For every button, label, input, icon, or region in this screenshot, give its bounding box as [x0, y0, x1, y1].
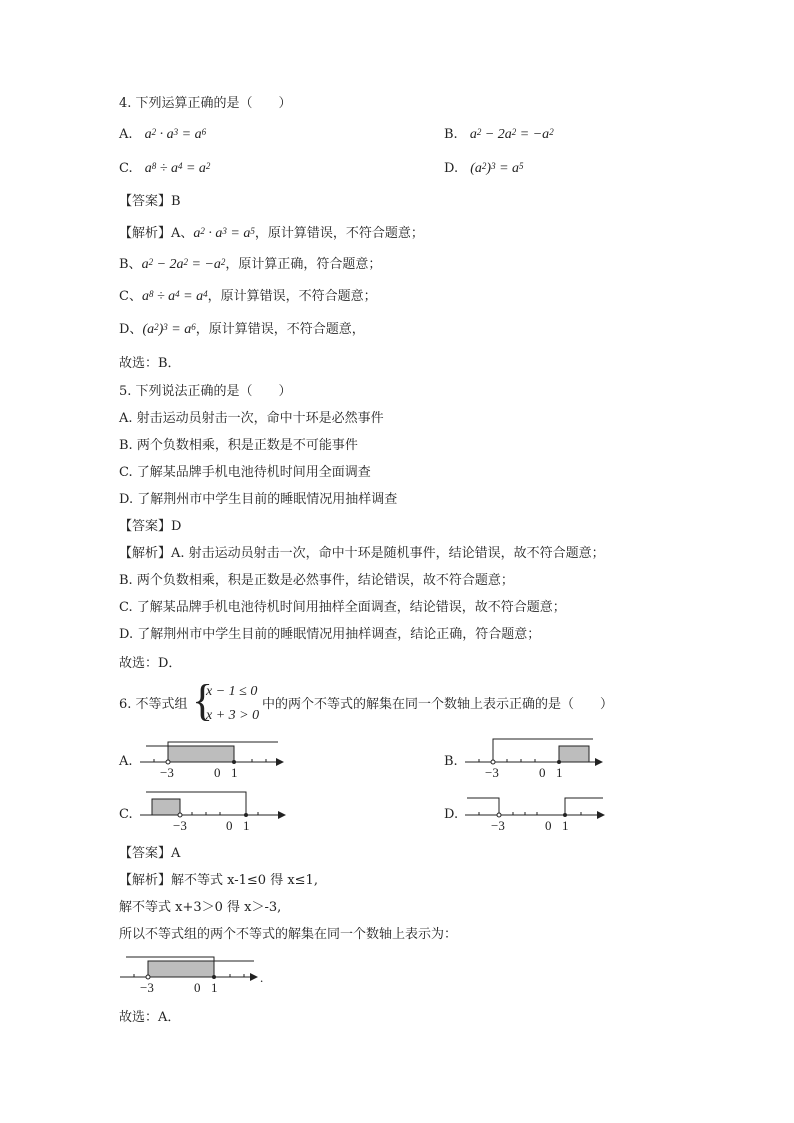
- q6-analysis-3: 所以不等式组的两个不等式的解集在同一个数轴上表示为：: [119, 927, 458, 942]
- tick-label: 1: [243, 818, 250, 833]
- q5-analysis-c: C. 了解某品牌手机电池待机时间用抽样全面调查，结论错误，故不符合题意；: [119, 600, 566, 615]
- q5-analysis-d: D. 了解荆州市中学生目前的睡眠情况用抽样调查，结论正确，符合题意；: [119, 627, 541, 642]
- number-line-solution: [120, 950, 280, 995]
- q5-option-d: D. 了解荆州市中学生目前的睡眠情况用抽样调查: [119, 492, 398, 507]
- q6-analysis-1: 【解析】解不等式 x-1≤0 得 x≤1,: [119, 873, 318, 888]
- q4-option-d: D. $(a^2)^3 = a^5$: [444, 161, 524, 176]
- formula: $(a^2)^3 = a^5$: [470, 161, 524, 176]
- formula: $(a^2)^3 = a^6$: [142, 322, 196, 337]
- tick-label: −3: [173, 818, 187, 833]
- tick-label: 1: [231, 765, 238, 780]
- formula: $a^2 - 2a^2 = -a^2$: [141, 257, 226, 272]
- tick-label: 1: [211, 980, 218, 995]
- q4-analysis-c: C、$a^8 \div a^4 = a^4$，原计算错误，不符合题意；: [119, 289, 377, 304]
- brace: {: [192, 676, 214, 725]
- q6-option-a-label: A.: [119, 754, 133, 769]
- formula: $a^2 - 2a^2 = -a^2$: [469, 127, 554, 142]
- q5-option-c: C. 了解某品牌手机电池待机时间用全面调查: [119, 465, 371, 480]
- number-line-d: [465, 788, 610, 833]
- tick-label: 1: [562, 818, 569, 833]
- tick-label: −3: [140, 980, 154, 995]
- q4-analysis-d: D、$(a^2)^3 = a^6$，原计算错误，不符合题意，: [119, 322, 365, 337]
- tick-label: −3: [160, 765, 174, 780]
- tick-label: −3: [491, 818, 505, 833]
- formula: $a^2 \cdot a^3 = a^5$: [193, 226, 255, 241]
- formula: $a^8 \div a^4 = a^2$: [144, 161, 211, 176]
- tick-label: 0: [545, 818, 552, 833]
- q6-option-c-label: C.: [119, 807, 133, 822]
- q6-conclusion: 故选：A．: [119, 1010, 181, 1025]
- q5-conclusion: 故选：D．: [119, 656, 182, 671]
- tick-label: 0: [194, 980, 201, 995]
- q6-analysis-2: 解不等式 x+3＞0 得 x＞-3,: [119, 900, 282, 915]
- q6-option-b-label: B.: [444, 754, 458, 769]
- tick-label: 0: [539, 765, 546, 780]
- q4-option-b: B. $a^2 - 2a^2 = -a^2$: [444, 127, 554, 142]
- inequality-1: x − 1 ≤ 0: [206, 684, 258, 699]
- q4-analysis-b: B、$a^2 - 2a^2 = -a^2$，原计算正确，符合题意；: [119, 257, 382, 272]
- q6-stem-head: 6. 不等式组: [119, 697, 188, 712]
- number-line-b: [465, 735, 610, 780]
- formula: $a^8 \div a^4 = a^4$: [141, 289, 208, 304]
- number-line-a: [140, 735, 290, 780]
- q6-answer: 【答案】A: [119, 846, 181, 861]
- q4-answer: 【答案】B: [119, 194, 181, 209]
- tick-label: −3: [485, 765, 499, 780]
- q5-answer: 【答案】D: [119, 519, 182, 534]
- tick-label: 0: [214, 765, 221, 780]
- q6-stem-tail: 中的两个不等式的解集在同一个数轴上表示正确的是（ ）: [262, 697, 614, 712]
- q5-option-a: A. 射击运动员射击一次，命中十环是必然事件: [119, 411, 384, 426]
- q4-stem: 4. 下列运算正确的是（ ）: [119, 96, 292, 111]
- number-line-c: [140, 788, 290, 833]
- inequality-2: x + 3 > 0: [206, 708, 260, 723]
- q4-option-c: C. $a^8 \div a^4 = a^2$: [119, 161, 211, 176]
- q4-conclusion: 故选：B．: [119, 356, 181, 371]
- tick-label: 1: [556, 765, 563, 780]
- q5-analysis-a: 【解析】A. 射击运动员射击一次，命中十环是随机事件，结论错误，故不符合题意；: [119, 546, 605, 561]
- q5-analysis-b: B. 两个负数相乘，积是正数是必然事件，结论错误，故不符合题意；: [119, 573, 514, 588]
- formula: $a^2 \cdot a^3 = a^6$: [144, 127, 207, 142]
- tick-label: 0: [226, 818, 233, 833]
- q4-option-a: A. $a^2 \cdot a^3 = a^6$: [119, 127, 207, 142]
- q6-option-d-label: D.: [444, 807, 459, 822]
- period: .: [260, 970, 264, 985]
- q4-analysis-a: 【解析】A、$a^2 \cdot a^3 = a^5$，原计算错误，不符合题意；: [119, 226, 424, 241]
- q5-stem: 5. 下列说法正确的是（ ）: [119, 384, 292, 399]
- q5-option-b: B. 两个负数相乘，积是正数是不可能事件: [119, 438, 358, 453]
